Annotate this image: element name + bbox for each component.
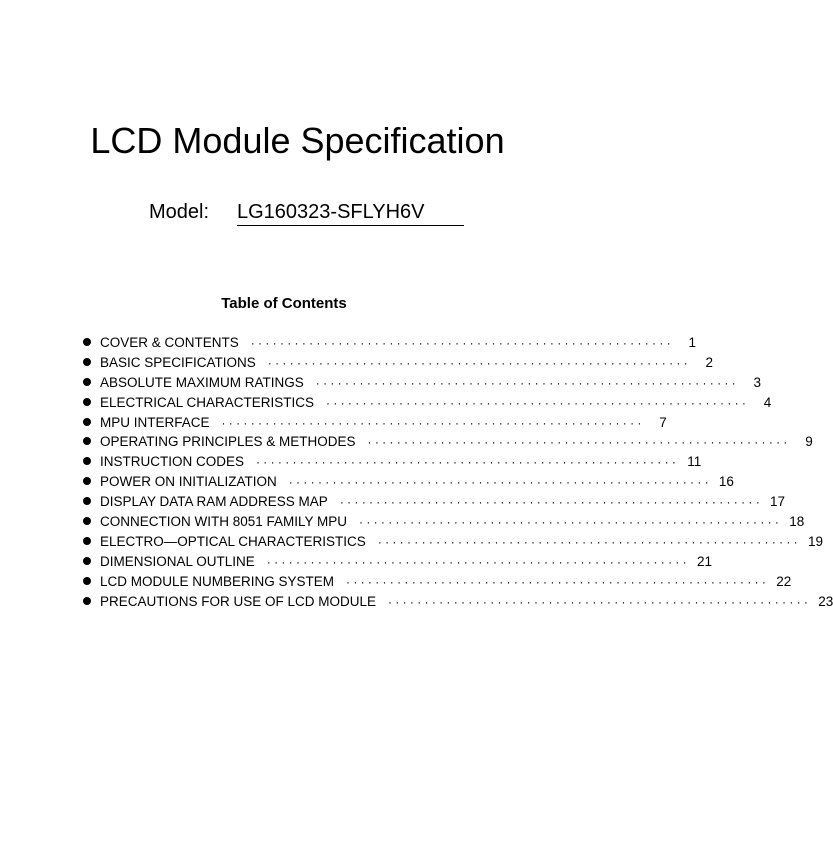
toc-heading: Table of Contents xyxy=(221,295,347,312)
toc-item-page: 16 xyxy=(718,474,734,490)
bullet-icon xyxy=(83,398,91,406)
dot-leader: ·························································· xyxy=(359,515,783,530)
toc-item-page: 9 xyxy=(805,434,813,450)
dot-leader: ·························································· xyxy=(388,594,812,609)
toc-item-page: 22 xyxy=(776,573,792,589)
toc-item-page: 7 xyxy=(659,414,667,430)
model-label: Model: xyxy=(149,201,210,223)
toc-item-label: INSTRUCTION CODES xyxy=(100,454,245,470)
bullet-icon xyxy=(83,537,91,545)
toc-item-label: OPERATING PRINCIPLES & METHODES xyxy=(100,434,356,450)
toc-item-page: 23 xyxy=(818,593,833,609)
toc-item-page: 4 xyxy=(763,394,772,410)
toc-item-label: DIMENSIONAL OUTLINE xyxy=(100,553,255,569)
bullet-icon xyxy=(83,457,91,465)
toc-item[interactable] xyxy=(83,334,696,354)
bullet-icon xyxy=(83,358,91,366)
toc-item-label: BASIC SPECIFICATIONS xyxy=(100,354,256,370)
document-title: LCD Module Specification xyxy=(90,120,505,161)
toc-item[interactable] xyxy=(83,414,667,434)
toc-item[interactable] xyxy=(83,533,823,553)
toc-item-label: CONNECTION WITH 8051 FAMILY MPU xyxy=(100,514,348,530)
toc-item-label: COVER & CONTENTS xyxy=(100,335,239,350)
toc-item[interactable] xyxy=(83,433,813,453)
dot-leader: ·························································· xyxy=(315,375,739,390)
toc-item-page: 3 xyxy=(753,374,761,390)
toc-item-page: 19 xyxy=(807,533,823,549)
toc-item-label: ELECTRO—OPTICAL CHARACTERISTICS xyxy=(100,533,366,549)
toc-item-page: 11 xyxy=(687,454,702,470)
bullet-icon xyxy=(83,597,91,605)
toc-item-label: ABSOLUTE MAXIMUM RATINGS xyxy=(100,374,304,390)
dot-leader: ·························································· xyxy=(346,574,770,589)
dot-leader: ·························································· xyxy=(377,534,801,549)
bullet-icon xyxy=(83,338,91,346)
dot-leader: ·························································· xyxy=(256,455,680,470)
dot-leader: ·························································· xyxy=(367,435,791,450)
toc-item[interactable] xyxy=(83,573,792,593)
toc-item-page: 17 xyxy=(769,494,785,510)
toc-item-page: 18 xyxy=(789,514,805,530)
dot-leader: ·························································· xyxy=(326,395,750,410)
bullet-icon xyxy=(83,557,91,565)
bullet-icon xyxy=(83,517,91,525)
table-of-contents xyxy=(83,334,833,612)
toc-item-page: 2 xyxy=(705,354,713,370)
bullet-icon xyxy=(83,378,91,386)
dot-leader: ·························································· xyxy=(221,415,645,430)
toc-item-page: 1 xyxy=(688,335,696,350)
toc-item-label: DISPLAY DATA RAM ADDRESS MAP xyxy=(100,494,328,510)
bullet-icon xyxy=(83,477,91,485)
toc-item[interactable] xyxy=(83,394,772,414)
dot-leader: ·························································· xyxy=(339,495,763,510)
toc-item[interactable] xyxy=(83,593,833,613)
bullet-icon xyxy=(83,437,91,445)
toc-item[interactable] xyxy=(83,374,761,394)
dot-leader: ·························································· xyxy=(250,336,674,350)
dot-leader: ·························································· xyxy=(266,554,690,569)
toc-item-label: MPU INTERFACE xyxy=(100,414,210,430)
bullet-icon xyxy=(83,577,91,585)
toc-item-label: LCD MODULE NUMBERING SYSTEM xyxy=(100,573,335,589)
bullet-icon xyxy=(83,418,91,426)
toc-item-label: PRECAUTIONS FOR USE OF LCD MODULE xyxy=(100,593,377,609)
toc-item[interactable] xyxy=(83,553,712,573)
dot-leader: ·························································· xyxy=(267,355,691,370)
toc-item-label: ELECTRICAL CHARACTERISTICS xyxy=(100,394,315,410)
toc-item-label: POWER ON INITIALIZATION xyxy=(100,474,277,490)
dot-leader: ·························································· xyxy=(288,475,712,490)
bullet-icon xyxy=(83,497,91,505)
toc-item-page: 21 xyxy=(696,553,712,569)
toc-item[interactable] xyxy=(83,493,785,513)
toc-item[interactable] xyxy=(83,513,805,533)
toc-item[interactable] xyxy=(83,473,734,493)
model-value: LG160323-SFLYH6V xyxy=(237,199,464,226)
toc-item[interactable] xyxy=(83,453,702,473)
toc-item[interactable] xyxy=(83,354,713,374)
